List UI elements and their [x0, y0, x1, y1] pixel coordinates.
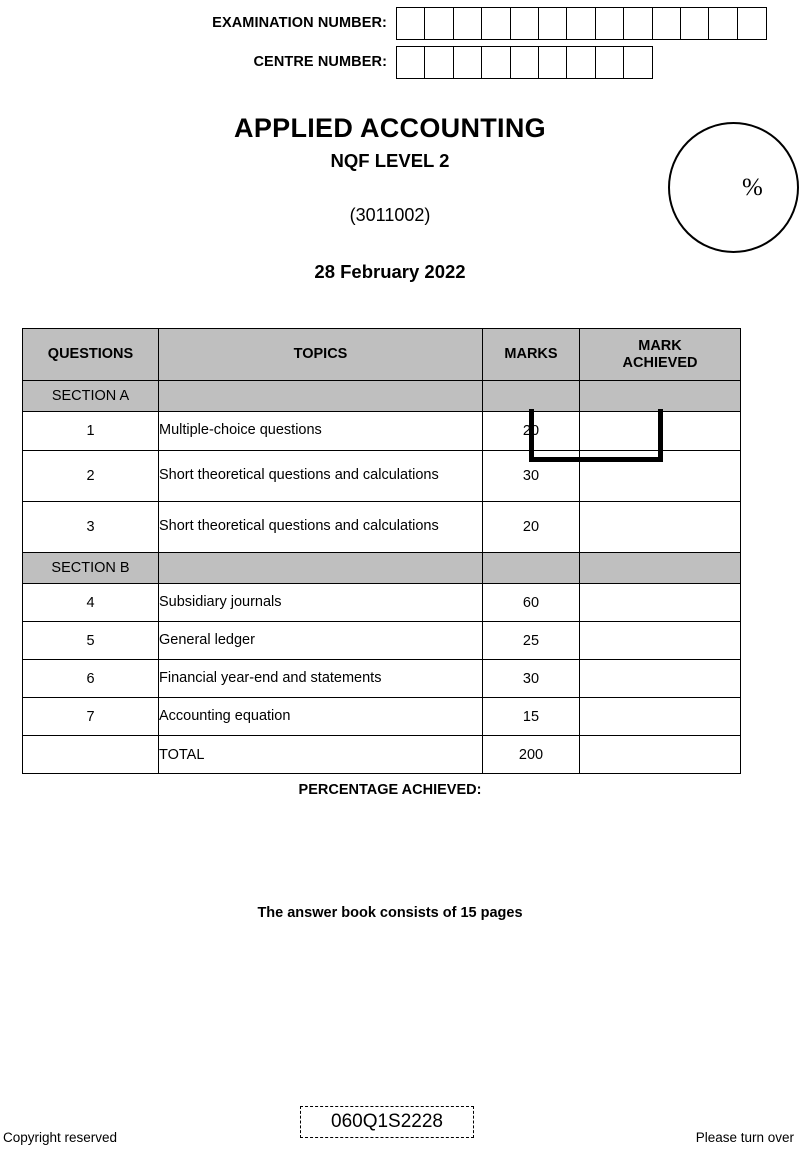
- question-number: 5: [23, 622, 159, 660]
- table-row: [23, 660, 741, 698]
- examination-number-row: [0, 6, 800, 40]
- question-marks: 20: [483, 412, 580, 451]
- examination-number-boxes[interactable]: [396, 7, 767, 40]
- examination-number-box-10[interactable]: [652, 7, 682, 40]
- total-label: TOTAL: [159, 736, 483, 774]
- question-topic: Subsidiary journals: [159, 584, 483, 622]
- centre-number-box-4[interactable]: [481, 46, 511, 79]
- section-marks-blank: [483, 553, 580, 584]
- question-marks: 30: [483, 451, 580, 502]
- question-mark-achieved[interactable]: [580, 412, 741, 451]
- section-achieved-blank: [580, 553, 741, 584]
- section-header-row: [23, 381, 741, 412]
- question-topic: Multiple-choice questions: [159, 412, 483, 451]
- centre-number-box-1[interactable]: [396, 46, 426, 79]
- centre-number-box-8[interactable]: [595, 46, 625, 79]
- centre-number-box-5[interactable]: [510, 46, 540, 79]
- question-marks: 60: [483, 584, 580, 622]
- table-row: [23, 584, 741, 622]
- centre-number-boxes[interactable]: [396, 46, 653, 79]
- examination-number-label: EXAMINATION NUMBER:: [212, 14, 387, 31]
- centre-number-box-6[interactable]: [538, 46, 568, 79]
- table-row: [23, 451, 741, 502]
- examination-number-box-6[interactable]: [538, 7, 568, 40]
- question-number: 7: [23, 698, 159, 736]
- section-label: SECTION B: [23, 553, 159, 584]
- total-marks: 200: [483, 736, 580, 774]
- centre-number-box-9[interactable]: [623, 46, 653, 79]
- question-topic: Financial year-end and statements: [159, 660, 483, 698]
- examination-number-box-11[interactable]: [680, 7, 710, 40]
- total-row: [23, 736, 741, 774]
- copyright-notice: Copyright reserved: [3, 1130, 118, 1145]
- answer-book-note: The answer book consists of 15 pages: [257, 905, 523, 921]
- column-header-topics: TOPICS: [159, 329, 483, 381]
- question-topic: Accounting equation: [159, 698, 483, 736]
- question-topic: Short theoretical questions and calculations: [159, 502, 483, 553]
- column-header-marks: MARKS: [483, 329, 580, 381]
- question-marks: 30: [483, 660, 580, 698]
- table-header-row: [23, 329, 741, 381]
- nqf-level-label: NQF LEVEL 2: [330, 150, 450, 171]
- question-number: 1: [23, 412, 159, 451]
- examination-number-box-5[interactable]: [510, 7, 540, 40]
- total-mark-achieved[interactable]: [580, 736, 741, 774]
- question-mark-achieved[interactable]: [580, 622, 741, 660]
- paper-code-label: (3011002): [349, 205, 431, 225]
- question-number: 6: [23, 660, 159, 698]
- examination-number-box-8[interactable]: [595, 7, 625, 40]
- question-number: 2: [23, 451, 159, 502]
- question-marks: 15: [483, 698, 580, 736]
- centre-number-box-2[interactable]: [424, 46, 454, 79]
- examination-number-box-3[interactable]: [453, 7, 483, 40]
- question-mark-achieved[interactable]: [580, 584, 741, 622]
- centre-number-box-3[interactable]: [453, 46, 483, 79]
- question-mark-achieved[interactable]: [580, 451, 741, 502]
- examination-number-box-7[interactable]: [566, 7, 596, 40]
- examination-number-box-9[interactable]: [623, 7, 653, 40]
- section-marks-blank: [483, 381, 580, 412]
- examination-number-box-12[interactable]: [708, 7, 738, 40]
- examination-number-box-4[interactable]: [481, 7, 511, 40]
- mark-achieved-line2: ACHIEVED: [622, 354, 698, 371]
- exam-date-label: 28 February 2022: [314, 261, 466, 282]
- question-mark-achieved[interactable]: [580, 698, 741, 736]
- centre-number-box-7[interactable]: [566, 46, 596, 79]
- percentage-achieved-label: PERCENTAGE ACHIEVED:: [298, 782, 482, 798]
- question-marks: 25: [483, 622, 580, 660]
- table-row: [23, 622, 741, 660]
- question-topic: Short theoretical questions and calculations: [159, 451, 483, 502]
- percentage-circle: [668, 122, 799, 253]
- table-row: [23, 502, 741, 553]
- question-marks: 20: [483, 502, 580, 553]
- section-label: SECTION A: [23, 381, 159, 412]
- total-questions-blank: [23, 736, 159, 774]
- section-topics-blank: [159, 381, 483, 412]
- table-row: [23, 698, 741, 736]
- paper-reference-code: 060Q1S2228: [331, 1111, 443, 1132]
- centre-number-label: CENTRE NUMBER:: [253, 53, 387, 70]
- question-topic: General ledger: [159, 622, 483, 660]
- column-header-questions: QUESTIONS: [23, 329, 159, 381]
- centre-number-row: [0, 45, 800, 79]
- percent-symbol: %: [742, 174, 763, 201]
- question-mark-achieved[interactable]: [580, 502, 741, 553]
- turn-over-notice: Please turn over: [695, 1130, 794, 1145]
- examination-number-box-2[interactable]: [424, 7, 454, 40]
- examination-number-box-1[interactable]: [396, 7, 426, 40]
- question-mark-achieved[interactable]: [580, 660, 741, 698]
- section-header-row: [23, 553, 741, 584]
- question-number: 4: [23, 584, 159, 622]
- column-header-mark-achieved: [580, 329, 741, 381]
- question-number: 3: [23, 502, 159, 553]
- paper-reference-box: [300, 1106, 474, 1138]
- examination-number-box-13[interactable]: [737, 7, 767, 40]
- mark-achieved-line1: MARK: [638, 337, 682, 354]
- section-topics-blank: [159, 553, 483, 584]
- section-achieved-blank: [580, 381, 741, 412]
- marks-summary-table: [22, 328, 741, 774]
- page-title: APPLIED ACCOUNTING: [234, 113, 546, 143]
- table-row: [23, 412, 741, 451]
